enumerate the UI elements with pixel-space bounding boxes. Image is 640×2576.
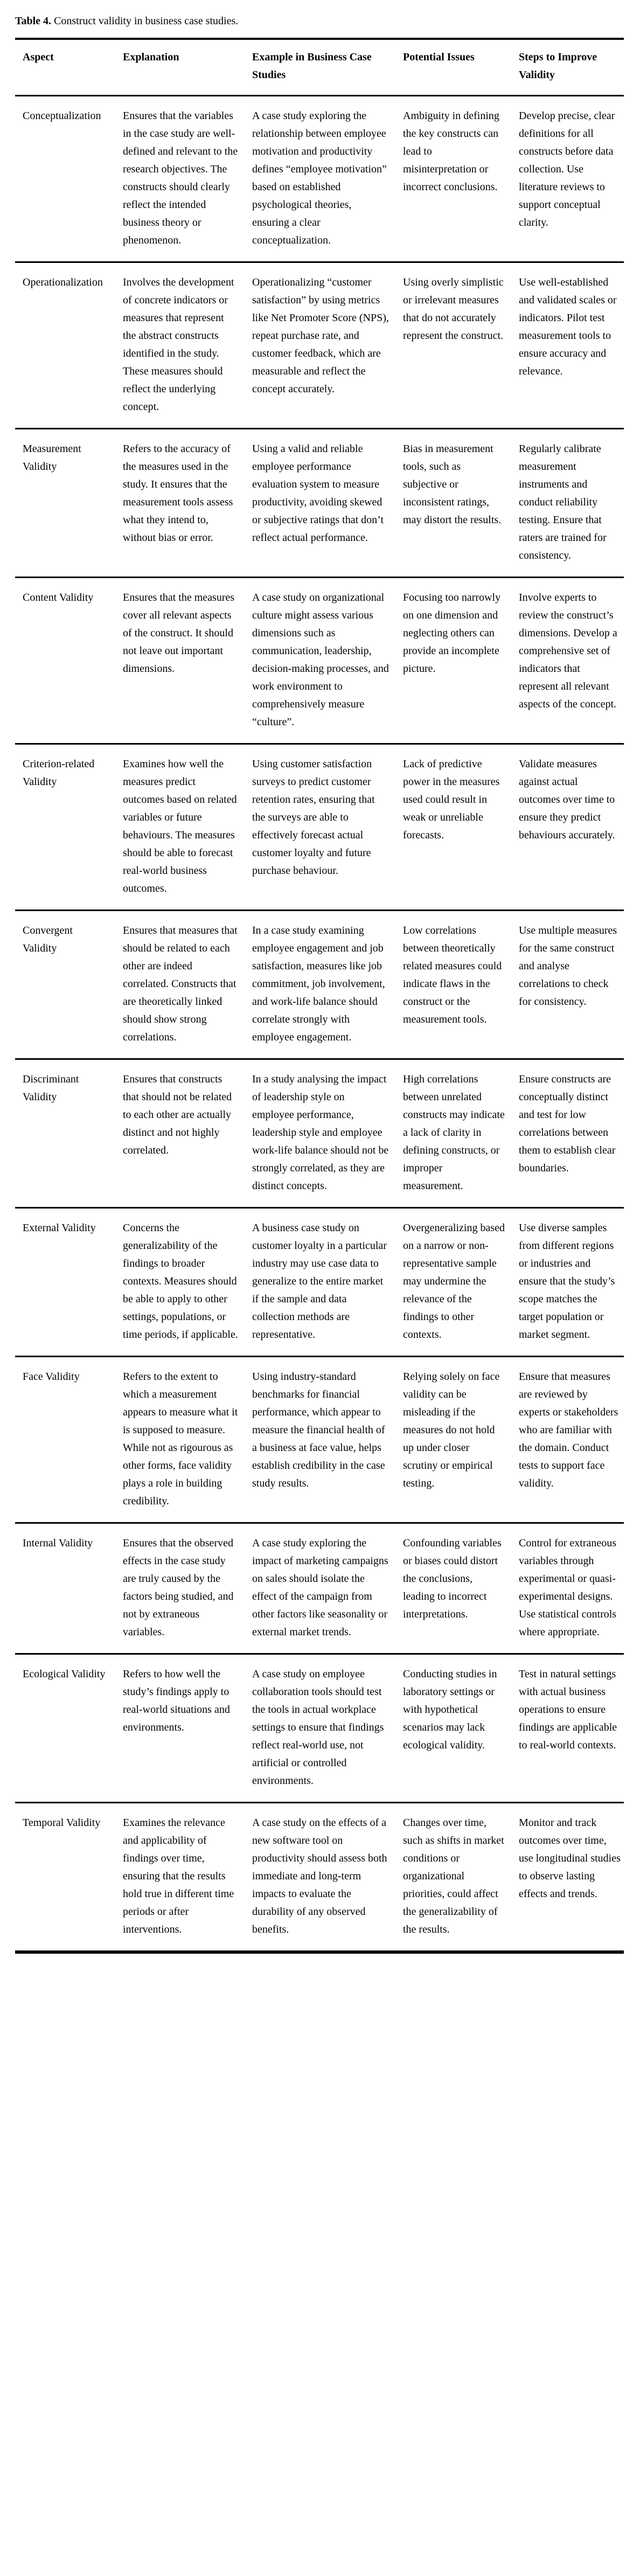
example-cell: A case study exploring the impact of marketing campaigns on sales should isolate the effect of the campaign from other factors like seasonality or external market trends.	[252, 1537, 388, 1638]
table-row	[15, 1654, 624, 1803]
issues-cell: Confounding variables or biases could distort the conclusions, leading to incorrect interpretations.	[403, 1537, 502, 1620]
issues-cell: Bias in measurement tools, such as subjective or inconsistent ratings, may distort the results.	[403, 443, 502, 526]
aspect-cell: Criterion-related Validity	[23, 758, 95, 788]
explanation-cell: Examines how well the measures predict outcomes based on related variables or future behaviours. The measures should be able to forecast real-world business outcomes.	[123, 758, 237, 894]
issues-cell: Changes over time, such as shifts in market conditions or organizational priorities, could affect the generalizability of the results.	[403, 1817, 504, 1935]
example-cell: Using industry-standard benchmarks for financial performance, which appear to measure the financial health of a business at face value, helps establish credibility in the case study results.	[252, 1371, 385, 1489]
table-caption-text: Construct validity in business case studies.	[51, 15, 239, 27]
header-row	[15, 39, 624, 96]
example-cell: A case study exploring the relationship between employee motivation and productivity defines “employee motivation” based on established psychological theories, ensuring a clear conceptualization.	[252, 110, 387, 246]
column-header-example: Example in Business Case Studies	[252, 51, 372, 81]
steps-cell: Regularly calibrate measurement instruments and conduct reliability testing. Ensure that raters are trained for consistency.	[519, 443, 607, 561]
steps-cell: Ensure constructs are conceptually distinct and test for low correlations between them to establish clear boundaries.	[519, 1073, 616, 1174]
issues-cell: Overgeneralizing based on a narrow or non-representative sample may undermine the relevance of the findings to other contexts.	[403, 1222, 505, 1341]
example-cell: A case study on the effects of a new software tool on productivity should assess both immediate and long-term impacts to evaluate the durability of any observed benefits.	[252, 1817, 387, 1935]
aspect-cell: Content Validity	[23, 592, 94, 603]
table-row	[15, 96, 624, 262]
steps-cell: Validate measures against actual outcomes over time to ensure they predict behaviours accurately.	[519, 758, 615, 841]
table-row	[15, 1059, 624, 1208]
example-cell: A case study on organizational culture might assess various dimensions such as communication, leadership, decision-making processes, and work environment to comprehensively measure “culture”.	[252, 592, 389, 728]
explanation-cell: Ensures that measures that should be related to each other are indeed correlated. Constructs that are theoretically linked should show strong correlations.	[123, 925, 238, 1043]
table-row	[15, 1208, 624, 1357]
explanation-cell: Refers to the accuracy of the measures used in the study. It ensures that the measurement tools assess what they intend to, without bias or error.	[123, 443, 233, 544]
table-row	[15, 262, 624, 429]
issues-cell: Relying solely on face validity can be misleading if the measures do not hold up under closer scrutiny or empirical testing.	[403, 1371, 500, 1489]
column-header-explanation: Explanation	[123, 51, 179, 63]
issues-cell: Ambiguity in defining the key constructs can lead to misinterpretation or incorrect conclusions.	[403, 110, 499, 193]
steps-cell: Monitor and track outcomes over time, use longitudinal studies to observe lasting effects and trends.	[519, 1817, 621, 1900]
issues-cell: High correlations between unrelated constructs may indicate a lack of clarity in defining constructs, or improper measurement.	[403, 1073, 505, 1192]
example-cell: A case study on employee collaboration tools should test the tools in actual workplace settings to ensure that findings reflect real-world use, not artificial or controlled environments.	[252, 1668, 384, 1787]
table-row	[15, 1357, 624, 1523]
explanation-cell: Ensures that the variables in the case study are well-defined and relevant to the research objectives. The constructs should clearly reflect the intended business theory or phenomenon.	[123, 110, 238, 246]
aspect-cell: Temporal Validity	[23, 1817, 101, 1829]
table-header	[15, 39, 624, 96]
steps-cell: Ensure that measures are reviewed by experts or stakeholders who are familiar with the domain. Conduct tests to support face validity.	[519, 1371, 618, 1489]
example-cell: Operationalizing “customer satisfaction” by using metrics like Net Promoter Score (NPS), repeat purchase rate, and customer feedback, which are measurable and reflect the concept accurately.	[252, 276, 389, 395]
issues-cell: Lack of predictive power in the measures used could result in weak or unreliable forecasts.	[403, 758, 500, 841]
construct-validity-table	[15, 38, 624, 1954]
aspect-cell: Convergent Validity	[23, 925, 73, 954]
aspect-cell: Ecological Validity	[23, 1668, 106, 1680]
column-header-steps: Steps to Improve Validity	[519, 51, 597, 81]
steps-cell: Develop precise, clear definitions for all constructs before data collection. Use literature reviews to support conceptual clarity.	[519, 110, 615, 228]
explanation-cell: Refers to how well the study’s findings apply to real-world situations and environments.	[123, 1668, 230, 1733]
aspect-cell: Operationalization	[23, 276, 103, 288]
issues-cell: Conducting studies in laboratory settings or with hypothetical scenarios may lack ecological validity.	[403, 1668, 497, 1751]
explanation-cell: Examines the relevance and applicability of findings over time, ensuring that the results hold true in different time periods or after interventions.	[123, 1817, 234, 1935]
example-cell: Using customer satisfaction surveys to predict customer retention rates, ensuring that the surveys are able to effectively forecast actual customer loyalty and future purchase behaviour.	[252, 758, 375, 877]
table-caption	[15, 14, 624, 29]
table-row	[15, 1523, 624, 1654]
aspect-cell: Face Validity	[23, 1371, 80, 1383]
table-caption-label: Table 4.	[15, 15, 52, 27]
explanation-cell: Ensures that the measures cover all relevant aspects of the construct. It should not leave out important dimensions.	[123, 592, 235, 675]
issues-cell: Using overly simplistic or irrelevant measures that do not accurately represent the construct.	[403, 276, 504, 342]
steps-cell: Test in natural settings with actual business operations to ensure findings are applicable to real-world contexts.	[519, 1668, 617, 1751]
aspect-cell: Measurement Validity	[23, 443, 81, 473]
explanation-cell: Refers to the extent to which a measurement appears to measure what it is supposed to measure. While not as rigourous as other forms, face validity plays a role in building credibility.	[123, 1371, 238, 1507]
example-cell: In a case study examining employee engagement and job satisfaction, measures like job commitment, job involvement, and work-life balance should correlate strongly with employee engagement.	[252, 925, 385, 1043]
example-cell: A business case study on customer loyalty in a particular industry may use case data to generalize to the entire market if the sample and data collection methods are representative.	[252, 1222, 387, 1341]
explanation-cell: Involves the development of concrete indicators or measures that represent the abstract constructs identified in the study. These measures should reflect the underlying concept.	[123, 276, 234, 413]
explanation-cell: Ensures that the observed effects in the case study are truly caused by the factors being studied, and not by extraneous variables.	[123, 1537, 234, 1638]
table-row	[15, 911, 624, 1059]
aspect-cell: Conceptualization	[23, 110, 101, 122]
steps-cell: Use diverse samples from different regions or industries and ensure that the study’s scope matches the target population or market segment.	[519, 1222, 615, 1341]
steps-cell: Control for extraneous variables through experimental or quasi-experimental designs. Use statistical controls where appropriate.	[519, 1537, 617, 1638]
example-cell: In a study analysing the impact of leadership style on employee performance, leadership style and employee work-life balance should not be strongly correlated, as they are distinct concepts.	[252, 1073, 389, 1192]
issues-cell: Low correlations between theoretically related measures could indicate flaws in the construct or the measurement tools.	[403, 925, 502, 1025]
steps-cell: Involve experts to review the construct’s dimensions. Develop a comprehensive set of indicators that represent all relevant aspects of the concept.	[519, 592, 617, 710]
column-header-aspect: Aspect	[23, 51, 54, 63]
steps-cell: Use well-established and validated scales or indicators. Pilot test measurement tools to ensure accuracy and relevance.	[519, 276, 617, 377]
column-header-potential-issues: Potential Issues	[403, 51, 475, 63]
aspect-cell: Internal Validity	[23, 1537, 93, 1549]
issues-cell: Focusing too narrowly on one dimension and neglecting others can provide an incomplete picture.	[403, 592, 501, 675]
aspect-cell: Discriminant Validity	[23, 1073, 79, 1103]
table-body	[15, 96, 624, 1953]
explanation-cell: Ensures that constructs that should not be related to each other are actually distinct and not highly correlated.	[123, 1073, 232, 1156]
explanation-cell: Concerns the generalizability of the findings to broader contexts. Measures should be able to apply to other settings, populations, or time periods, if applicable.	[123, 1222, 238, 1341]
table-row	[15, 1803, 624, 1953]
example-cell: Using a valid and reliable employee performance evaluation system to measure productivity, avoiding skewed or subjective ratings that don’t reflect actual performance.	[252, 443, 384, 544]
table-row	[15, 578, 624, 744]
table-row	[15, 744, 624, 911]
aspect-cell: External Validity	[23, 1222, 96, 1234]
steps-cell: Use multiple measures for the same construct and analyse correlations to check for consistency.	[519, 925, 617, 1008]
table-row	[15, 429, 624, 578]
